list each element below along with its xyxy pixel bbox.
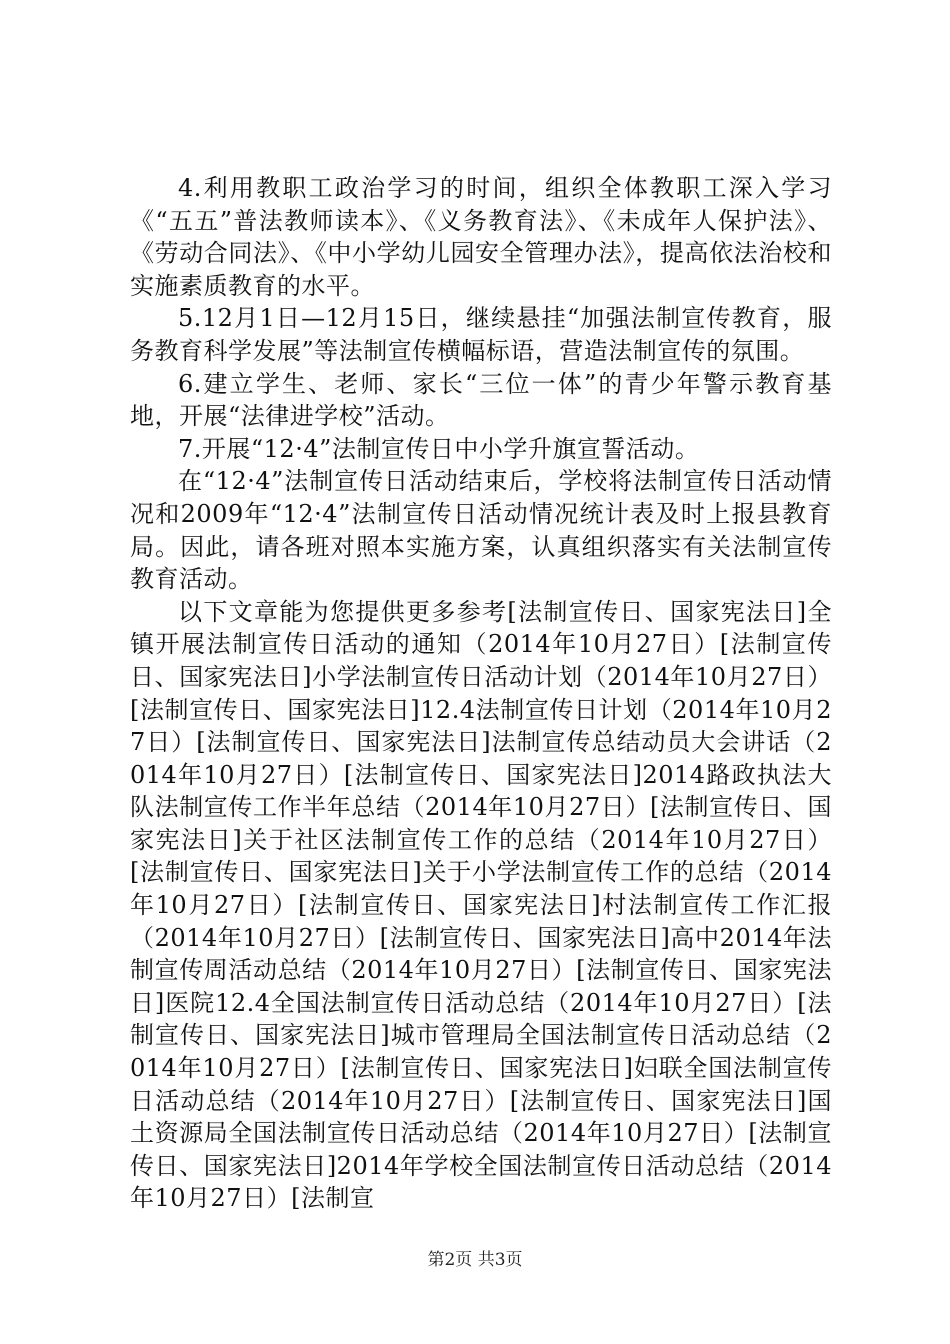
paragraph-report: 在“12·4”法制宣传日活动结束后，学校将法制宣传日活动情况和2009年“12·4”法制宣传日活动情况统计表及时上报县教育局。因此，请各班对照本实施方案，认真组织落实有关法制宣传教育活动。 [130, 467, 832, 594]
document-body [130, 172, 832, 1215]
paragraph-item-6: 6.建立学生、老师、家长“三位一体”的青少年警示教育基地，开展“法律进学校”活动。 [130, 369, 832, 431]
page-number-footer: 第2页 共3页 [427, 1250, 523, 1270]
paragraph-item-4: 4.利用教职工政治学习的时间，组织全体教职工深入学习《“五五”普法教师读本》、《义务教育法》、《未成年人保护法》、《劳动合同法》、《中小学幼儿园安全管理办法》，提高依法治校和实施素质教育的水平。 [130, 174, 832, 300]
paragraph-item-7: 7.开展“12·4”法制宣传日中小学升旗宣誓活动。 [178, 434, 700, 463]
paragraph-item-5: 5.12月1日—12月15日，继续悬挂“加强法制宣传教育，服务教育科学发展”等法制宣传横幅标语，营造法制宣传的氛围。 [130, 304, 832, 365]
paragraph-related-articles: 以下文章能为您提供更多参考[法制宣传日、国家宪法日]全镇开展法制宣传日活动的通知（2014年10月27日）[法制宣传日、国家宪法日]小学法制宣传日活动计划（2014年10月27日）[法制宣传日、国家宪法日]12.4法制宣传日计划（2014年10月27日）[法制宣传日、国家宪法日]法制宣传总结动员大会讲话（2014年10月27日）[法制宣传日、国家宪法日]2014路政执法大队法制宣传工作半年总结（2014年10月27日）[法制宣传日、国家宪法日]关于社区法制宣传工作的总结（2014年10月27日）[法制宣传日、国家宪法日]关于小学法制宣传工作的总结（2014年10月27日）[法制宣传日、国家宪法日]村法制宣传工作汇报（2014年10月27日）[法制宣传日、国家宪法日]高中2014年法制宣传周活动总结（2014年10月27日）[法制宣传日、国家宪法日]医院12.4全国法制宣传日活动总结（2014年10月27日）[法制宣传日、国家宪法日]城市管理局全国法制宣传日活动总结（2014年10月27日）[法制宣传日、国家宪法日]妇联全国法制宣传日活动总结（2014年10月27日）[法制宣传日、国家宪法日]国土资源局全国法制宣传日活动总结（2014年10月27日）[法制宣传日、国家宪法日]2014年学校全国法制宣传日活动总结（2014年10月27日）[法制宣 [130, 597, 832, 1213]
